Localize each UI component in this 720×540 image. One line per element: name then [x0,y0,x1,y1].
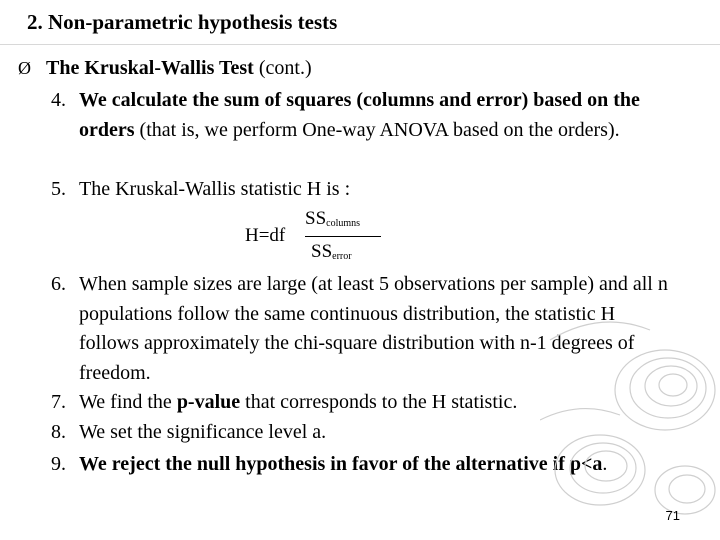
formula-lhs: H=df [245,225,286,246]
list-item-bold: We calculate the sum of squares (columns and error) based on the orders [79,89,640,141]
slide-title: 2. Non-parametric hypothesis tests [27,10,338,34]
list-item-5 [51,175,671,205]
list-item-text-pre: We find the [79,391,177,413]
bullet-heading-bold: The Kruskal-Wallis Test [46,57,254,79]
fraction-bar [305,236,381,237]
list-item-text: The Kruskal-Wallis statistic H is : [79,178,351,200]
bullet-heading [18,57,312,80]
formula-numerator: $SS_{columns}$ [305,208,361,229]
list-item-4 [51,86,671,145]
swirl-decoration-icon [540,300,720,540]
list-item-text: We set the significance level a. [79,421,327,443]
list-item-number: 7. [51,391,66,413]
list-item-text: (that is, we perform One-way ANOVA based on the orders). [134,118,620,141]
arrow-bullet-icon: Ø [18,58,31,78]
page-number: 71 [665,508,680,523]
formula-denominator: $SS_{error}$ [311,241,352,262]
list-item-bold: p-value [176,391,241,413]
list-item-bold: We reject the null hypothesis in favor of the alternative if p<a [79,453,603,475]
list-item-number: 9. [51,453,66,475]
list-item-number: 6. [51,273,66,295]
formula-numerator-sub: columns [326,218,361,229]
formula-denominator-sub: error [332,251,352,262]
bullet-heading-normal: (cont.) [253,57,312,79]
list-item-text: When sample sizes are large (at least 5 observations per sample) and all n populations follow the same continuous distribution, the statistic H follows approximately the chi-square distribution with n-1 degrees of freedom. [79,273,668,384]
list-item-text-post: that corresponds to the H statistic. [240,391,518,413]
list-item-text: . [602,453,608,475]
title-divider [0,44,720,45]
list-item-number: 4. [51,89,66,111]
list-item-number: 5. [51,178,66,200]
list-item-number: 8. [51,421,66,443]
